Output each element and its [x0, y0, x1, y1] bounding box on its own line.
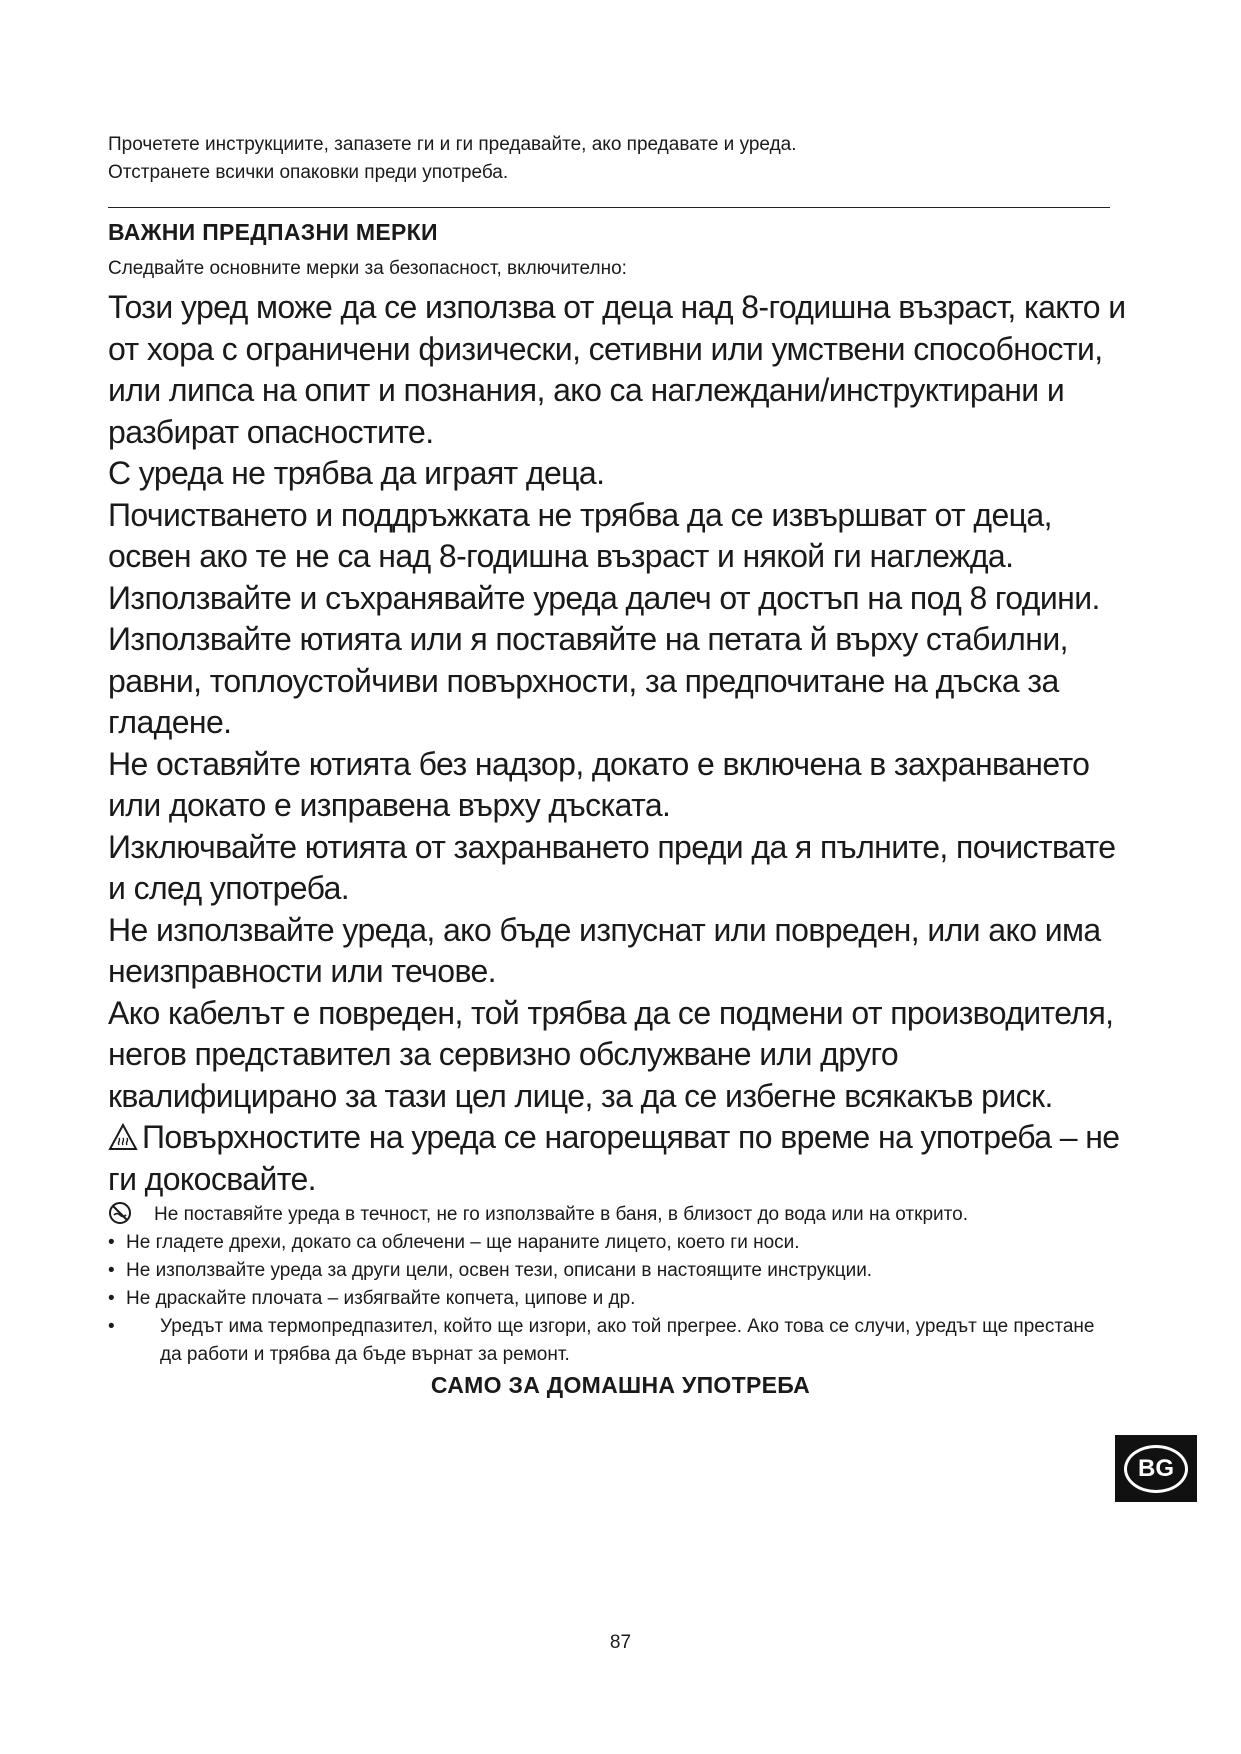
no-water-text: Не поставяйте уреда в течност, не го използвайте в баня, в близост до вода или на открито.: [154, 1204, 968, 1225]
language-badge-label: BG: [1124, 1445, 1188, 1493]
small-print-list: [108, 1201, 1118, 1369]
section-divider: [108, 207, 1110, 208]
hot-surface-warning-icon: [108, 1123, 138, 1151]
bullet-text: Не гладете дрехи, докато са облечени – ще нараните лицето, което ги носи.: [126, 1232, 800, 1253]
warning-storage: Използвайте и съхранявайте уреда далеч от достъп на под 8 години.: [108, 579, 1100, 616]
safety-subheading: Следвайте основните мерки за безопасност, включително:: [108, 258, 627, 279]
warning-stable-surface: Използвайте ютията или я поставяйте на петата й върху стабилни, равни, топлоустойчиви повърхности, за предпочитане на дъска за гладене.: [108, 621, 1068, 740]
warning-unplug: Изключвайте ютията от захранването преди да я пълните, почиствате и след употреба.: [108, 828, 1116, 906]
bullet-text: Не използвайте уреда за други цели, освен тези, описани в настоящите инструкции.: [126, 1260, 873, 1281]
intro-text: [108, 131, 1108, 187]
intro-line-2: Отстранете всички опаковки преди употреба.: [108, 162, 509, 183]
large-warnings: [108, 287, 1128, 1200]
bullet: •: [108, 1316, 115, 1337]
bullet-text: Не драскайте плочата – избягвайте копчета, ципове и др.: [126, 1288, 636, 1309]
warning-damaged: Не използвайте уреда, ако бъде изпуснат или повреден, или ако има неизправности или течове.: [108, 911, 1101, 989]
warning-unattended: Не оставяйте ютията без надзор, докато е включена в захранването или докато е изправена върху дъската.: [108, 745, 1090, 823]
page-number: 87: [609, 1632, 632, 1653]
list-item: [108, 1257, 1118, 1285]
intro-line-1: Прочетете инструкциите, запазете ги и ги предавайте, ако предавате и уреда.: [108, 134, 797, 155]
no-immersion-icon: [108, 1201, 132, 1225]
warning-cable: Ако кабелът е повреден, той трябва да се подмени от производителя, негов представител за сервизно обслужване или друго квалифицирано за тази цел лице, за да се избегне всякакъв риск.: [108, 994, 1114, 1114]
language-badge: [1115, 1435, 1197, 1502]
bullet: •: [108, 1232, 115, 1253]
warning-hot-surface: [108, 1117, 1128, 1200]
thermal-fuse-text: Уредът има термопредпазител, който ще изгори, ако той прегрее. Ако това се случи, уредът ще престане да работи и трябва да бъде върнат за ремонт.: [160, 1316, 1095, 1365]
list-item: [108, 1201, 1118, 1229]
list-item: [108, 1313, 1118, 1369]
bullet: •: [108, 1288, 115, 1309]
household-use-note: САМО ЗА ДОМАШНА УПОТРЕБА: [430, 1372, 811, 1398]
warning-cleaning: Почистването и поддръжката не трябва да се извършват от деца, освен ако те не са над 8-годишна възраст и някой ги наглежда.: [108, 496, 1052, 574]
list-item: [108, 1229, 1118, 1257]
safety-heading: ВАЖНИ ПРЕДПАЗНИ МЕРКИ: [108, 219, 438, 245]
list-item: [108, 1285, 1118, 1313]
hot-surface-text: Повърхностите на уреда се нагорещяват по време на употреба – не ги докосвайте.: [108, 1119, 1120, 1197]
bullet: •: [108, 1260, 115, 1281]
warning-children-age: Този уред може да се използва от деца над 8-годишна възраст, както и от хора с ограничени физически, сетивни или умствени способности, или липса на опит и познания, ако са наглеждани/инструктирани и разбират опасностите.: [108, 289, 1126, 450]
warning-no-play: С уреда не трябва да играят деца.: [108, 455, 605, 491]
